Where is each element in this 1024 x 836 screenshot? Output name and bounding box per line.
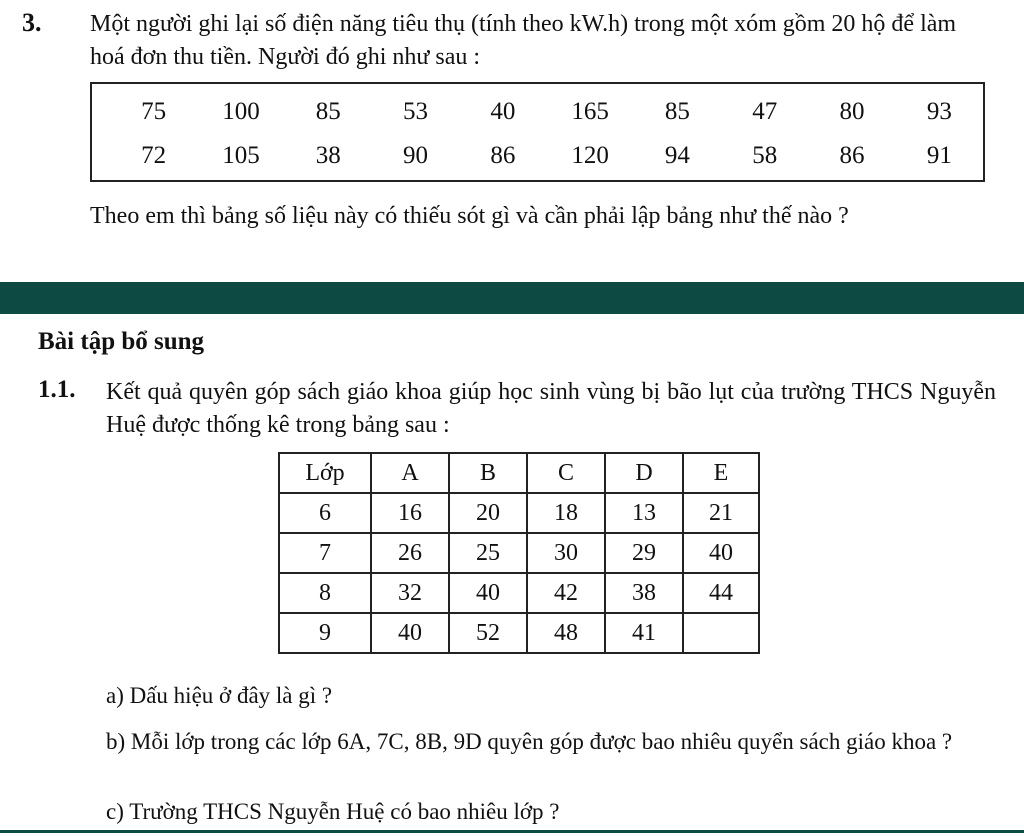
table-cell: 21 (683, 493, 759, 533)
table-row (279, 613, 759, 653)
table-cell: 9 (279, 613, 371, 653)
table-row (279, 573, 759, 613)
data-cell: 72 (141, 142, 167, 169)
question-c: c) Trường THCS Nguyễn Huệ có bao nhiêu lớp ? (106, 799, 560, 824)
table-cell: 44 (683, 573, 759, 613)
table-cell: 52 (449, 613, 527, 653)
exercise-intro: Kết quả quyên góp sách giáo khoa giúp học sinh vùng bị bão lụt của trường THCS Nguyễn Huệ được thống kê trong bảng sau : (106, 379, 996, 438)
data-cell: 47 (752, 98, 778, 125)
data-row (92, 90, 983, 134)
data-row (92, 134, 983, 178)
donation-table (278, 452, 760, 654)
data-cell: 85 (664, 98, 690, 125)
table-cell: 40 (449, 573, 527, 613)
data-cell: 94 (664, 142, 690, 169)
table-cell: 6 (279, 493, 371, 533)
data-cell: 120 (571, 142, 609, 169)
table-cell: 32 (371, 573, 449, 613)
section-divider-band (0, 282, 1024, 314)
data-cell: 91 (926, 142, 952, 169)
table-header-cell: E (683, 453, 759, 493)
table-row (279, 493, 759, 533)
problem-intro: Một người ghi lại số điện năng tiêu thụ (tính theo kW.h) trong một xóm gồm 20 hộ để làm hoá đơn thu tiền. Người đó ghi như sau : (90, 11, 957, 70)
question-b: b) Mỗi lớp trong các lớp 6A, 7C, 8B, 9D quyên góp được bao nhiêu quyển sách giáo khoa ? (106, 729, 953, 754)
table-header-cell: Lớp (279, 453, 371, 493)
data-cell: 86 (490, 142, 516, 169)
table-header-cell: A (371, 453, 449, 493)
table-header-row (279, 453, 759, 493)
data-cell: 40 (490, 98, 516, 125)
table-header-cell: D (605, 453, 683, 493)
problem-number: 3. (22, 8, 42, 37)
data-cell: 105 (222, 142, 260, 169)
table-cell: 16 (371, 493, 449, 533)
data-cell: 165 (571, 98, 609, 125)
data-cell: 53 (403, 98, 429, 125)
table-cell: 18 (527, 493, 605, 533)
table-cell: 13 (605, 493, 683, 533)
table-cell: 42 (527, 573, 605, 613)
table-cell: 30 (527, 533, 605, 573)
table-cell: 20 (449, 493, 527, 533)
bottom-rule (0, 830, 1024, 833)
consumption-data-table (90, 82, 985, 182)
table-cell: 40 (371, 613, 449, 653)
table-row (279, 533, 759, 573)
table-header-cell: B (449, 453, 527, 493)
table-cell: 40 (683, 533, 759, 573)
exercise-number: 1.1. (38, 376, 76, 403)
table-cell: 8 (279, 573, 371, 613)
data-cell: 100 (222, 98, 260, 125)
problem-question: Theo em thì bảng số liệu này có thiếu sót gì và cần phải lập bảng như thế nào ? (90, 203, 849, 229)
data-cell: 86 (839, 142, 865, 169)
table-cell: 38 (605, 573, 683, 613)
data-cell: 58 (752, 142, 778, 169)
table-cell (683, 613, 759, 653)
table-cell: 25 (449, 533, 527, 573)
data-cell: 85 (315, 98, 341, 125)
section-title: Bài tập bổ sung (38, 328, 205, 355)
table-header-cell: C (527, 453, 605, 493)
table-cell: 7 (279, 533, 371, 573)
data-cell: 38 (315, 142, 341, 169)
data-cell: 75 (141, 98, 167, 125)
data-cell: 80 (839, 98, 865, 125)
data-cell: 90 (403, 142, 429, 169)
data-cell: 93 (926, 98, 952, 125)
table-cell: 48 (527, 613, 605, 653)
table-cell: 29 (605, 533, 683, 573)
question-a: a) Dấu hiệu ở đây là gì ? (106, 683, 333, 708)
table-cell: 26 (371, 533, 449, 573)
table-cell: 41 (605, 613, 683, 653)
